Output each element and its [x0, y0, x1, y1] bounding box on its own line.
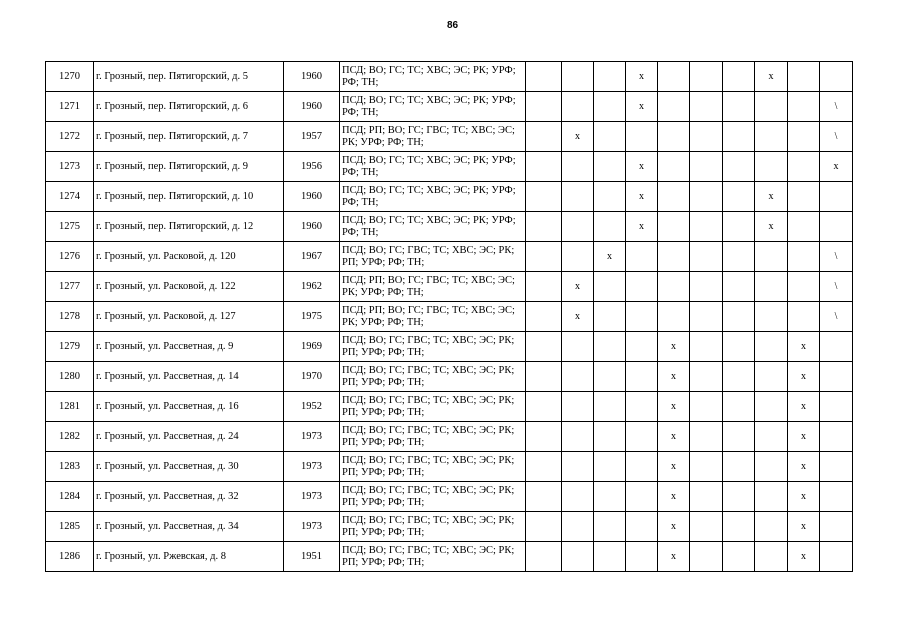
mark-cell-3 — [594, 62, 626, 92]
table-row — [46, 62, 853, 92]
mark-cell-10 — [820, 212, 853, 242]
mark-cell-3 — [594, 92, 626, 122]
mark-cell-10 — [820, 542, 853, 572]
mark-cell-6 — [690, 512, 723, 542]
mark-cell-1 — [526, 392, 562, 422]
mark-cell-7 — [723, 362, 755, 392]
table-row — [46, 212, 853, 242]
mark-cell-10 — [820, 182, 853, 212]
address-cell: г. Грозный, ул. Расковой, д. 127 — [94, 302, 284, 332]
mark-cell-7 — [723, 422, 755, 452]
mark-cell-3 — [594, 332, 626, 362]
mark-cell-7 — [723, 392, 755, 422]
mark-cell-5: x — [658, 452, 690, 482]
row-number-cell: 1282 — [46, 422, 94, 452]
mark-cell-3 — [594, 302, 626, 332]
mark-cell-6 — [690, 62, 723, 92]
table-row — [46, 512, 853, 542]
mark-cell-9 — [788, 92, 820, 122]
address-cell: г. Грозный, ул. Рассветная, д. 34 — [94, 512, 284, 542]
table-row — [46, 332, 853, 362]
mark-cell-8 — [755, 542, 788, 572]
mark-cell-7 — [723, 62, 755, 92]
mark-cell-10: x — [820, 152, 853, 182]
mark-cell-9 — [788, 152, 820, 182]
services-cell: ПСД; ВО; ГС; ГВС; ТС; ХВС; ЭС; РК; РП; УРФ; РФ; ТН; — [340, 542, 526, 572]
year-cell: 1970 — [284, 362, 340, 392]
mark-cell-4 — [626, 302, 658, 332]
mark-cell-9 — [788, 302, 820, 332]
mark-cell-8 — [755, 422, 788, 452]
mark-cell-6 — [690, 182, 723, 212]
mark-cell-5 — [658, 122, 690, 152]
mark-cell-4 — [626, 332, 658, 362]
mark-cell-6 — [690, 152, 723, 182]
year-cell: 1973 — [284, 452, 340, 482]
mark-cell-3 — [594, 452, 626, 482]
table-row — [46, 362, 853, 392]
mark-cell-8 — [755, 332, 788, 362]
mark-cell-1 — [526, 302, 562, 332]
mark-cell-1 — [526, 482, 562, 512]
row-number-cell: 1276 — [46, 242, 94, 272]
mark-cell-2: x — [562, 272, 594, 302]
mark-cell-7 — [723, 512, 755, 542]
year-cell: 1973 — [284, 482, 340, 512]
mark-cell-7 — [723, 302, 755, 332]
mark-cell-6 — [690, 212, 723, 242]
mark-cell-8 — [755, 122, 788, 152]
mark-cell-4: x — [626, 62, 658, 92]
table-row — [46, 452, 853, 482]
services-cell: ПСД; ВО; ГС; ТС; ХВС; ЭС; РК; УРФ; РФ; ТН; — [340, 152, 526, 182]
mark-cell-5: x — [658, 512, 690, 542]
address-cell: г. Грозный, ул. Рассветная, д. 16 — [94, 392, 284, 422]
mark-cell-1 — [526, 332, 562, 362]
row-number-cell: 1278 — [46, 302, 94, 332]
table-row — [46, 302, 853, 332]
mark-cell-5 — [658, 182, 690, 212]
mark-cell-9 — [788, 62, 820, 92]
mark-cell-9: x — [788, 392, 820, 422]
mark-cell-7 — [723, 452, 755, 482]
mark-cell-10 — [820, 392, 853, 422]
row-number-cell: 1271 — [46, 92, 94, 122]
mark-cell-6 — [690, 242, 723, 272]
row-number-cell: 1270 — [46, 62, 94, 92]
mark-cell-6 — [690, 302, 723, 332]
year-cell: 1960 — [284, 212, 340, 242]
mark-cell-6 — [690, 332, 723, 362]
mark-cell-10: \ — [820, 302, 853, 332]
mark-cell-5 — [658, 212, 690, 242]
address-cell: г. Грозный, пер. Пятигорский, д. 7 — [94, 122, 284, 152]
year-cell: 1952 — [284, 392, 340, 422]
mark-cell-4 — [626, 392, 658, 422]
mark-cell-1 — [526, 272, 562, 302]
mark-cell-7 — [723, 152, 755, 182]
mark-cell-9 — [788, 272, 820, 302]
table-row — [46, 272, 853, 302]
mark-cell-5: x — [658, 422, 690, 452]
mark-cell-9 — [788, 122, 820, 152]
address-cell: г. Грозный, ул. Рассветная, д. 30 — [94, 452, 284, 482]
mark-cell-1 — [526, 182, 562, 212]
address-cell: г. Грозный, ул. Расковой, д. 122 — [94, 272, 284, 302]
mark-cell-1 — [526, 422, 562, 452]
services-cell: ПСД; ВО; ГС; ГВС; ТС; ХВС; ЭС; РК; РП; УРФ; РФ; ТН; — [340, 512, 526, 542]
mark-cell-5 — [658, 272, 690, 302]
table-row — [46, 542, 853, 572]
year-cell: 1957 — [284, 122, 340, 152]
mark-cell-2: x — [562, 122, 594, 152]
mark-cell-6 — [690, 452, 723, 482]
mark-cell-8 — [755, 362, 788, 392]
mark-cell-10: \ — [820, 122, 853, 152]
table-body — [46, 62, 853, 572]
row-number-cell: 1284 — [46, 482, 94, 512]
mark-cell-6 — [690, 482, 723, 512]
mark-cell-6 — [690, 362, 723, 392]
mark-cell-2 — [562, 482, 594, 512]
mark-cell-1 — [526, 212, 562, 242]
mark-cell-2 — [562, 452, 594, 482]
mark-cell-9: x — [788, 482, 820, 512]
mark-cell-2 — [562, 362, 594, 392]
mark-cell-10: \ — [820, 272, 853, 302]
table-row — [46, 182, 853, 212]
mark-cell-6 — [690, 272, 723, 302]
mark-cell-5 — [658, 242, 690, 272]
mark-cell-2 — [562, 332, 594, 362]
mark-cell-7 — [723, 242, 755, 272]
year-cell: 1973 — [284, 512, 340, 542]
mark-cell-4: x — [626, 92, 658, 122]
mark-cell-10 — [820, 332, 853, 362]
address-cell: г. Грозный, пер. Пятигорский, д. 10 — [94, 182, 284, 212]
mark-cell-8 — [755, 92, 788, 122]
services-cell: ПСД; ВО; ГС; ГВС; ТС; ХВС; ЭС; РК; РП; УРФ; РФ; ТН; — [340, 452, 526, 482]
mark-cell-4 — [626, 482, 658, 512]
mark-cell-2 — [562, 212, 594, 242]
row-number-cell: 1280 — [46, 362, 94, 392]
table-row — [46, 122, 853, 152]
mark-cell-10 — [820, 452, 853, 482]
mark-cell-4: x — [626, 212, 658, 242]
mark-cell-4 — [626, 422, 658, 452]
year-cell: 1962 — [284, 272, 340, 302]
year-cell: 1956 — [284, 152, 340, 182]
mark-cell-2 — [562, 422, 594, 452]
year-cell: 1951 — [284, 542, 340, 572]
housing-table — [45, 61, 853, 572]
services-cell: ПСД; ВО; ГС; ТС; ХВС; ЭС; РК; УРФ; РФ; ТН; — [340, 182, 526, 212]
mark-cell-7 — [723, 92, 755, 122]
mark-cell-3 — [594, 362, 626, 392]
mark-cell-10 — [820, 422, 853, 452]
mark-cell-10 — [820, 512, 853, 542]
mark-cell-2 — [562, 542, 594, 572]
mark-cell-8: x — [755, 182, 788, 212]
mark-cell-1 — [526, 542, 562, 572]
year-cell: 1973 — [284, 422, 340, 452]
page-number: 86 — [446, 20, 459, 31]
table-row — [46, 92, 853, 122]
mark-cell-2 — [562, 62, 594, 92]
mark-cell-10 — [820, 362, 853, 392]
mark-cell-8: x — [755, 212, 788, 242]
mark-cell-10: \ — [820, 92, 853, 122]
mark-cell-2 — [562, 512, 594, 542]
mark-cell-5: x — [658, 362, 690, 392]
mark-cell-4 — [626, 242, 658, 272]
mark-cell-1 — [526, 62, 562, 92]
mark-cell-8 — [755, 512, 788, 542]
row-number-cell: 1277 — [46, 272, 94, 302]
address-cell: г. Грозный, ул. Рассветная, д. 14 — [94, 362, 284, 392]
mark-cell-9 — [788, 242, 820, 272]
mark-cell-5 — [658, 302, 690, 332]
mark-cell-9: x — [788, 332, 820, 362]
address-cell: г. Грозный, пер. Пятигорский, д. 6 — [94, 92, 284, 122]
mark-cell-1 — [526, 242, 562, 272]
services-cell: ПСД; ВО; ГС; ГВС; ТС; ХВС; ЭС; РК; РП; УРФ; РФ; ТН; — [340, 332, 526, 362]
services-cell: ПСД; РП; ВО; ГС; ГВС; ТС; ХВС; ЭС; РК; УРФ; РФ; ТН; — [340, 302, 526, 332]
row-number-cell: 1272 — [46, 122, 94, 152]
mark-cell-2 — [562, 392, 594, 422]
services-cell: ПСД; ВО; ГС; ГВС; ТС; ХВС; ЭС; РК; РП; УРФ; РФ; ТН; — [340, 242, 526, 272]
mark-cell-5: x — [658, 332, 690, 362]
mark-cell-9: x — [788, 422, 820, 452]
row-number-cell: 1273 — [46, 152, 94, 182]
mark-cell-3: x — [594, 242, 626, 272]
mark-cell-2 — [562, 242, 594, 272]
row-number-cell: 1283 — [46, 452, 94, 482]
services-cell: ПСД; ВО; ГС; ТС; ХВС; ЭС; РК; УРФ; РФ; ТН; — [340, 212, 526, 242]
mark-cell-7 — [723, 332, 755, 362]
mark-cell-3 — [594, 272, 626, 302]
mark-cell-7 — [723, 122, 755, 152]
year-cell: 1969 — [284, 332, 340, 362]
mark-cell-6 — [690, 92, 723, 122]
address-cell: г. Грозный, ул. Расковой, д. 120 — [94, 242, 284, 272]
mark-cell-4 — [626, 362, 658, 392]
mark-cell-9: x — [788, 362, 820, 392]
mark-cell-8 — [755, 302, 788, 332]
mark-cell-1 — [526, 122, 562, 152]
mark-cell-5: x — [658, 392, 690, 422]
mark-cell-3 — [594, 122, 626, 152]
address-cell: г. Грозный, ул. Рассветная, д. 24 — [94, 422, 284, 452]
mark-cell-2 — [562, 182, 594, 212]
row-number-cell: 1285 — [46, 512, 94, 542]
mark-cell-1 — [526, 452, 562, 482]
address-cell: г. Грозный, ул. Рассветная, д. 9 — [94, 332, 284, 362]
mark-cell-7 — [723, 542, 755, 572]
mark-cell-7 — [723, 272, 755, 302]
mark-cell-6 — [690, 542, 723, 572]
mark-cell-4: x — [626, 152, 658, 182]
services-cell: ПСД; ВО; ГС; ГВС; ТС; ХВС; ЭС; РК; РП; УРФ; РФ; ТН; — [340, 362, 526, 392]
services-cell: ПСД; ВО; ГС; ГВС; ТС; ХВС; ЭС; РК; РП; УРФ; РФ; ТН; — [340, 482, 526, 512]
mark-cell-8 — [755, 452, 788, 482]
mark-cell-8 — [755, 152, 788, 182]
table-row — [46, 392, 853, 422]
mark-cell-6 — [690, 392, 723, 422]
mark-cell-4 — [626, 272, 658, 302]
mark-cell-10 — [820, 62, 853, 92]
year-cell: 1975 — [284, 302, 340, 332]
row-number-cell: 1281 — [46, 392, 94, 422]
mark-cell-10 — [820, 482, 853, 512]
address-cell: г. Грозный, пер. Пятигорский, д. 12 — [94, 212, 284, 242]
mark-cell-5: x — [658, 542, 690, 572]
row-number-cell: 1275 — [46, 212, 94, 242]
mark-cell-9 — [788, 182, 820, 212]
mark-cell-7 — [723, 212, 755, 242]
mark-cell-1 — [526, 362, 562, 392]
mark-cell-5 — [658, 152, 690, 182]
mark-cell-2 — [562, 92, 594, 122]
year-cell: 1967 — [284, 242, 340, 272]
address-cell: г. Грозный, ул. Рассветная, д. 32 — [94, 482, 284, 512]
row-number-cell: 1286 — [46, 542, 94, 572]
mark-cell-8 — [755, 392, 788, 422]
mark-cell-8 — [755, 242, 788, 272]
year-cell: 1960 — [284, 92, 340, 122]
services-cell: ПСД; ВО; ГС; ГВС; ТС; ХВС; ЭС; РК; РП; УРФ; РФ; ТН; — [340, 392, 526, 422]
mark-cell-4 — [626, 542, 658, 572]
table-row — [46, 242, 853, 272]
address-cell: г. Грозный, пер. Пятигорский, д. 5 — [94, 62, 284, 92]
mark-cell-4 — [626, 452, 658, 482]
mark-cell-7 — [723, 482, 755, 512]
year-cell: 1960 — [284, 182, 340, 212]
table-row — [46, 422, 853, 452]
year-cell: 1960 — [284, 62, 340, 92]
mark-cell-4: x — [626, 182, 658, 212]
row-number-cell: 1274 — [46, 182, 94, 212]
mark-cell-9: x — [788, 452, 820, 482]
mark-cell-1 — [526, 152, 562, 182]
mark-cell-7 — [723, 182, 755, 212]
mark-cell-8 — [755, 482, 788, 512]
mark-cell-3 — [594, 212, 626, 242]
mark-cell-9: x — [788, 512, 820, 542]
mark-cell-2 — [562, 152, 594, 182]
mark-cell-1 — [526, 92, 562, 122]
services-cell: ПСД; РП; ВО; ГС; ГВС; ТС; ХВС; ЭС; РК; УРФ; РФ; ТН; — [340, 122, 526, 152]
mark-cell-3 — [594, 542, 626, 572]
mark-cell-8 — [755, 272, 788, 302]
mark-cell-3 — [594, 392, 626, 422]
mark-cell-8: x — [755, 62, 788, 92]
mark-cell-4 — [626, 512, 658, 542]
mark-cell-9 — [788, 212, 820, 242]
services-cell: ПСД; ВО; ГС; ТС; ХВС; ЭС; РК; УРФ; РФ; ТН; — [340, 92, 526, 122]
mark-cell-5 — [658, 92, 690, 122]
services-cell: ПСД; ВО; ГС; ТС; ХВС; ЭС; РК; УРФ; РФ; ТН; — [340, 62, 526, 92]
address-cell: г. Грозный, ул. Ржевская, д. 8 — [94, 542, 284, 572]
mark-cell-5 — [658, 62, 690, 92]
mark-cell-3 — [594, 422, 626, 452]
mark-cell-2: x — [562, 302, 594, 332]
table-row — [46, 482, 853, 512]
mark-cell-6 — [690, 422, 723, 452]
table-row — [46, 152, 853, 182]
mark-cell-3 — [594, 482, 626, 512]
address-cell: г. Грозный, пер. Пятигорский, д. 9 — [94, 152, 284, 182]
mark-cell-6 — [690, 122, 723, 152]
services-cell: ПСД; ВО; ГС; ГВС; ТС; ХВС; ЭС; РК; РП; УРФ; РФ; ТН; — [340, 422, 526, 452]
mark-cell-3 — [594, 512, 626, 542]
mark-cell-1 — [526, 512, 562, 542]
row-number-cell: 1279 — [46, 332, 94, 362]
mark-cell-3 — [594, 152, 626, 182]
mark-cell-10: \ — [820, 242, 853, 272]
mark-cell-9: x — [788, 542, 820, 572]
mark-cell-5: x — [658, 482, 690, 512]
mark-cell-3 — [594, 182, 626, 212]
mark-cell-4 — [626, 122, 658, 152]
services-cell: ПСД; РП; ВО; ГС; ГВС; ТС; ХВС; ЭС; РК; УРФ; РФ; ТН; — [340, 272, 526, 302]
